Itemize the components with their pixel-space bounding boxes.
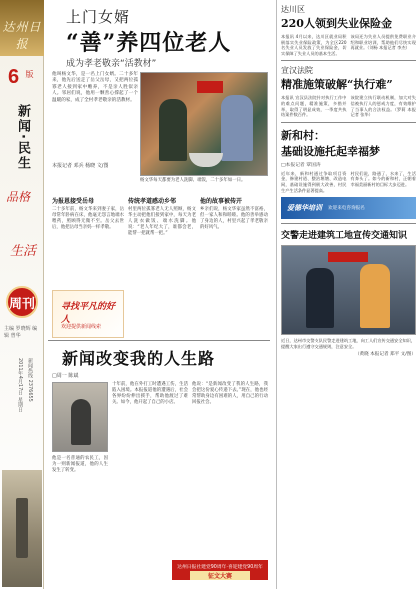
masthead-title: 达州日报 [2,20,42,51]
s2-body-b: 该院建立执行联动机制，加大对失信被执行人的惩戒力度，有效维护了当事人的合法权益。（罗莉 本报记者 张华） [350,95,416,118]
side-column [276,0,416,589]
weekend-badge: 周刊 [6,286,38,318]
lead-column-b [128,192,196,237]
ad-line: 欢迎提供新闻线索 [61,324,102,330]
training-ad-sub: 欢迎来电咨询报名 [328,206,365,212]
lead-kicker: 上门女婿 [66,8,131,26]
mid-body-c: 他说：“是新闻改变了我的人生路，我会把这份爱心传递下去。”现在，他也经常帮助身边有困难的人，用自己的行动回报社会。 [192,382,268,405]
editors-credit: 主编 罗晓辉 编辑 曾华 [4,326,38,339]
edition-number: 6 [8,66,20,88]
side-divider [281,60,416,61]
banner-line-2: 征文大赛 [190,571,250,580]
s4-body: 近日，达州市交警支队民警走进建筑工地，向工人们宣传交通安全知识，提醒大家出行遵守交通规则，注意安全。 [281,338,416,349]
s3-body-a: 近年来，新和村通过争取项目资金，修建村道、整治堰塘、改造电网，基础设施得到极大改善，村民生产生活条件显著提高。 [281,170,347,193]
s1-body-b: 该局还为失业人员提供免费职业介绍和职业培训，帮助他们尽快实现再就业。（刘杨 本报记者 李杰） [350,34,416,51]
lead-photo-image [140,72,268,176]
essay-contest-banner [172,560,268,580]
s2-kicker: 宣汉法院 [281,66,313,76]
mid-body-b: 十年前，他在外打工时遭遇工伤，生活陷入困境。本报报道他的遭遇后，社会各界纷纷伸出援手，帮助他渡过了难关。如今，他开起了自己的小店。 [112,382,188,405]
s1-body-a: 本报讯 4月以来，达川区就业局积极落实失业保险政策，为全区220名失业人员发放了失业保险金，切实保障了失业人员的基本生活。 [281,34,347,56]
mid-headline: 新闻改变我的人生路 [62,349,216,368]
mid-body-a: 他是一名普通的农民工，因为一则新闻报道，他的人生发生了转变。 [52,456,108,473]
lead-photo-caption: 杨文华每天都要为老人洗脚、端饭，二十多年如一日。 [140,178,246,183]
photo-red-sign [197,81,223,93]
issue-date: 2011年4月17日 星期日 [17,358,23,412]
section-title: 新闻·民生 [15,104,30,171]
s2-headline: 精准施策破解“执行难” [281,78,393,92]
s3-headline: 基础设施托起幸福梦 [281,144,380,158]
s2-columns [281,92,416,117]
masthead-banner [0,0,44,56]
photo-red-banner [328,252,368,262]
section-text: 乡亲们说，杨文华家虽然不富裕，但一家人和和睦睦。他的善举感动了身边的人，村里兴起了孝老敬亲的好风气。 [200,207,268,230]
section-head: 他的故事被传开 [200,198,243,205]
news-hotline: 新闻热线 2376655 [27,358,33,402]
section-divider [48,340,270,341]
lead-subheadline: 成为孝老敬亲“活教材” [66,59,157,69]
decorative-calligraphy-2: 生活 [10,244,37,259]
s3-byline: □本报记者 覃国涛 [281,162,321,168]
strip-photo-image [2,470,42,587]
s1-kicker: 达川区 [281,5,305,14]
section-head: 为报恩接受岳母 [52,198,95,205]
photo-officer [306,268,334,328]
s1-columns [281,31,416,56]
photo-worker [360,264,390,328]
training-ad [281,197,416,219]
training-ad-title: 爱德华培训 [287,204,322,213]
s1-headline: 220人领到失业保险金 [281,17,392,30]
banner-line-1: 达州日报社建党90周年·喜迎建党90周年 [177,565,263,570]
ad-title: 寻找平凡的好人 [61,302,116,325]
s3-kicker: 新和村： [281,128,325,142]
section-head: 传统孝道感动乡邻 [128,198,177,205]
side-divider [281,223,416,224]
left-strip [0,0,44,589]
mid-portrait-image [52,382,108,452]
s4-footer: （黄晓 本报记者 郑平 文/图） [354,352,416,358]
decorative-calligraphy-1: 品格 [6,190,31,204]
section-text: 村里两位孤寡老人无人照顾，杨文华主动把他们接到家中，每天为老人洗衣做饭、端水洗脚。他说：“老人年纪大了，谁都会老，能帮一把就帮一把。” [128,207,196,236]
traffic-police-photo [281,245,416,335]
lead-column-c [200,192,268,231]
portrait-figure [71,399,91,445]
lead-column-a [52,192,124,231]
edition-word: 版 [25,70,34,78]
main-column [48,0,270,589]
mid-byline: □周一 陈斌 [52,373,79,379]
lead-byline: 本报记者 邓兵 杨晓 文/图 [52,163,109,169]
s4-headline: 交警走进建筑工地宣传交通知识 [281,231,408,242]
lead-headline: “善”养四位老人 [66,30,232,56]
s2-body-a: 本报讯 宣汉县法院针对执行工作中的难点问题，精准施策，多措并举，取得了明显成效，一季度共执结案件数百件。 [281,95,347,118]
photo-figure-elder [221,95,253,161]
photo-basin [189,153,223,167]
good-people-ad [52,290,124,338]
lead-body-text: 他叫杨文华，是一名上门女婿。二十多年来，他先后送走了岳父岳母，又把两位孤寡老人接到家中赡养，不是亲人胜似亲人。邻居们说，他用一颗善心撑起了一个温暖的家，成了全村孝老敬亲的活教材。 [52,72,138,103]
photo-figure-man [159,99,187,161]
s3-body-b: 村民们说，路通了，水来了，生活有奔头了。如今的新和村，正朝着幸福美丽新村的目标大步迈进。 [350,170,416,187]
side-divider [281,122,416,123]
section-text: 二十多年前，杨文华来到妻子家，岳母常年卧病在床，他毫无怨言地端水喂药，照顾得无微不至。岳父去世后，他把岳母当亲妈一样孝敬。 [52,207,124,230]
s3-columns [281,168,416,193]
